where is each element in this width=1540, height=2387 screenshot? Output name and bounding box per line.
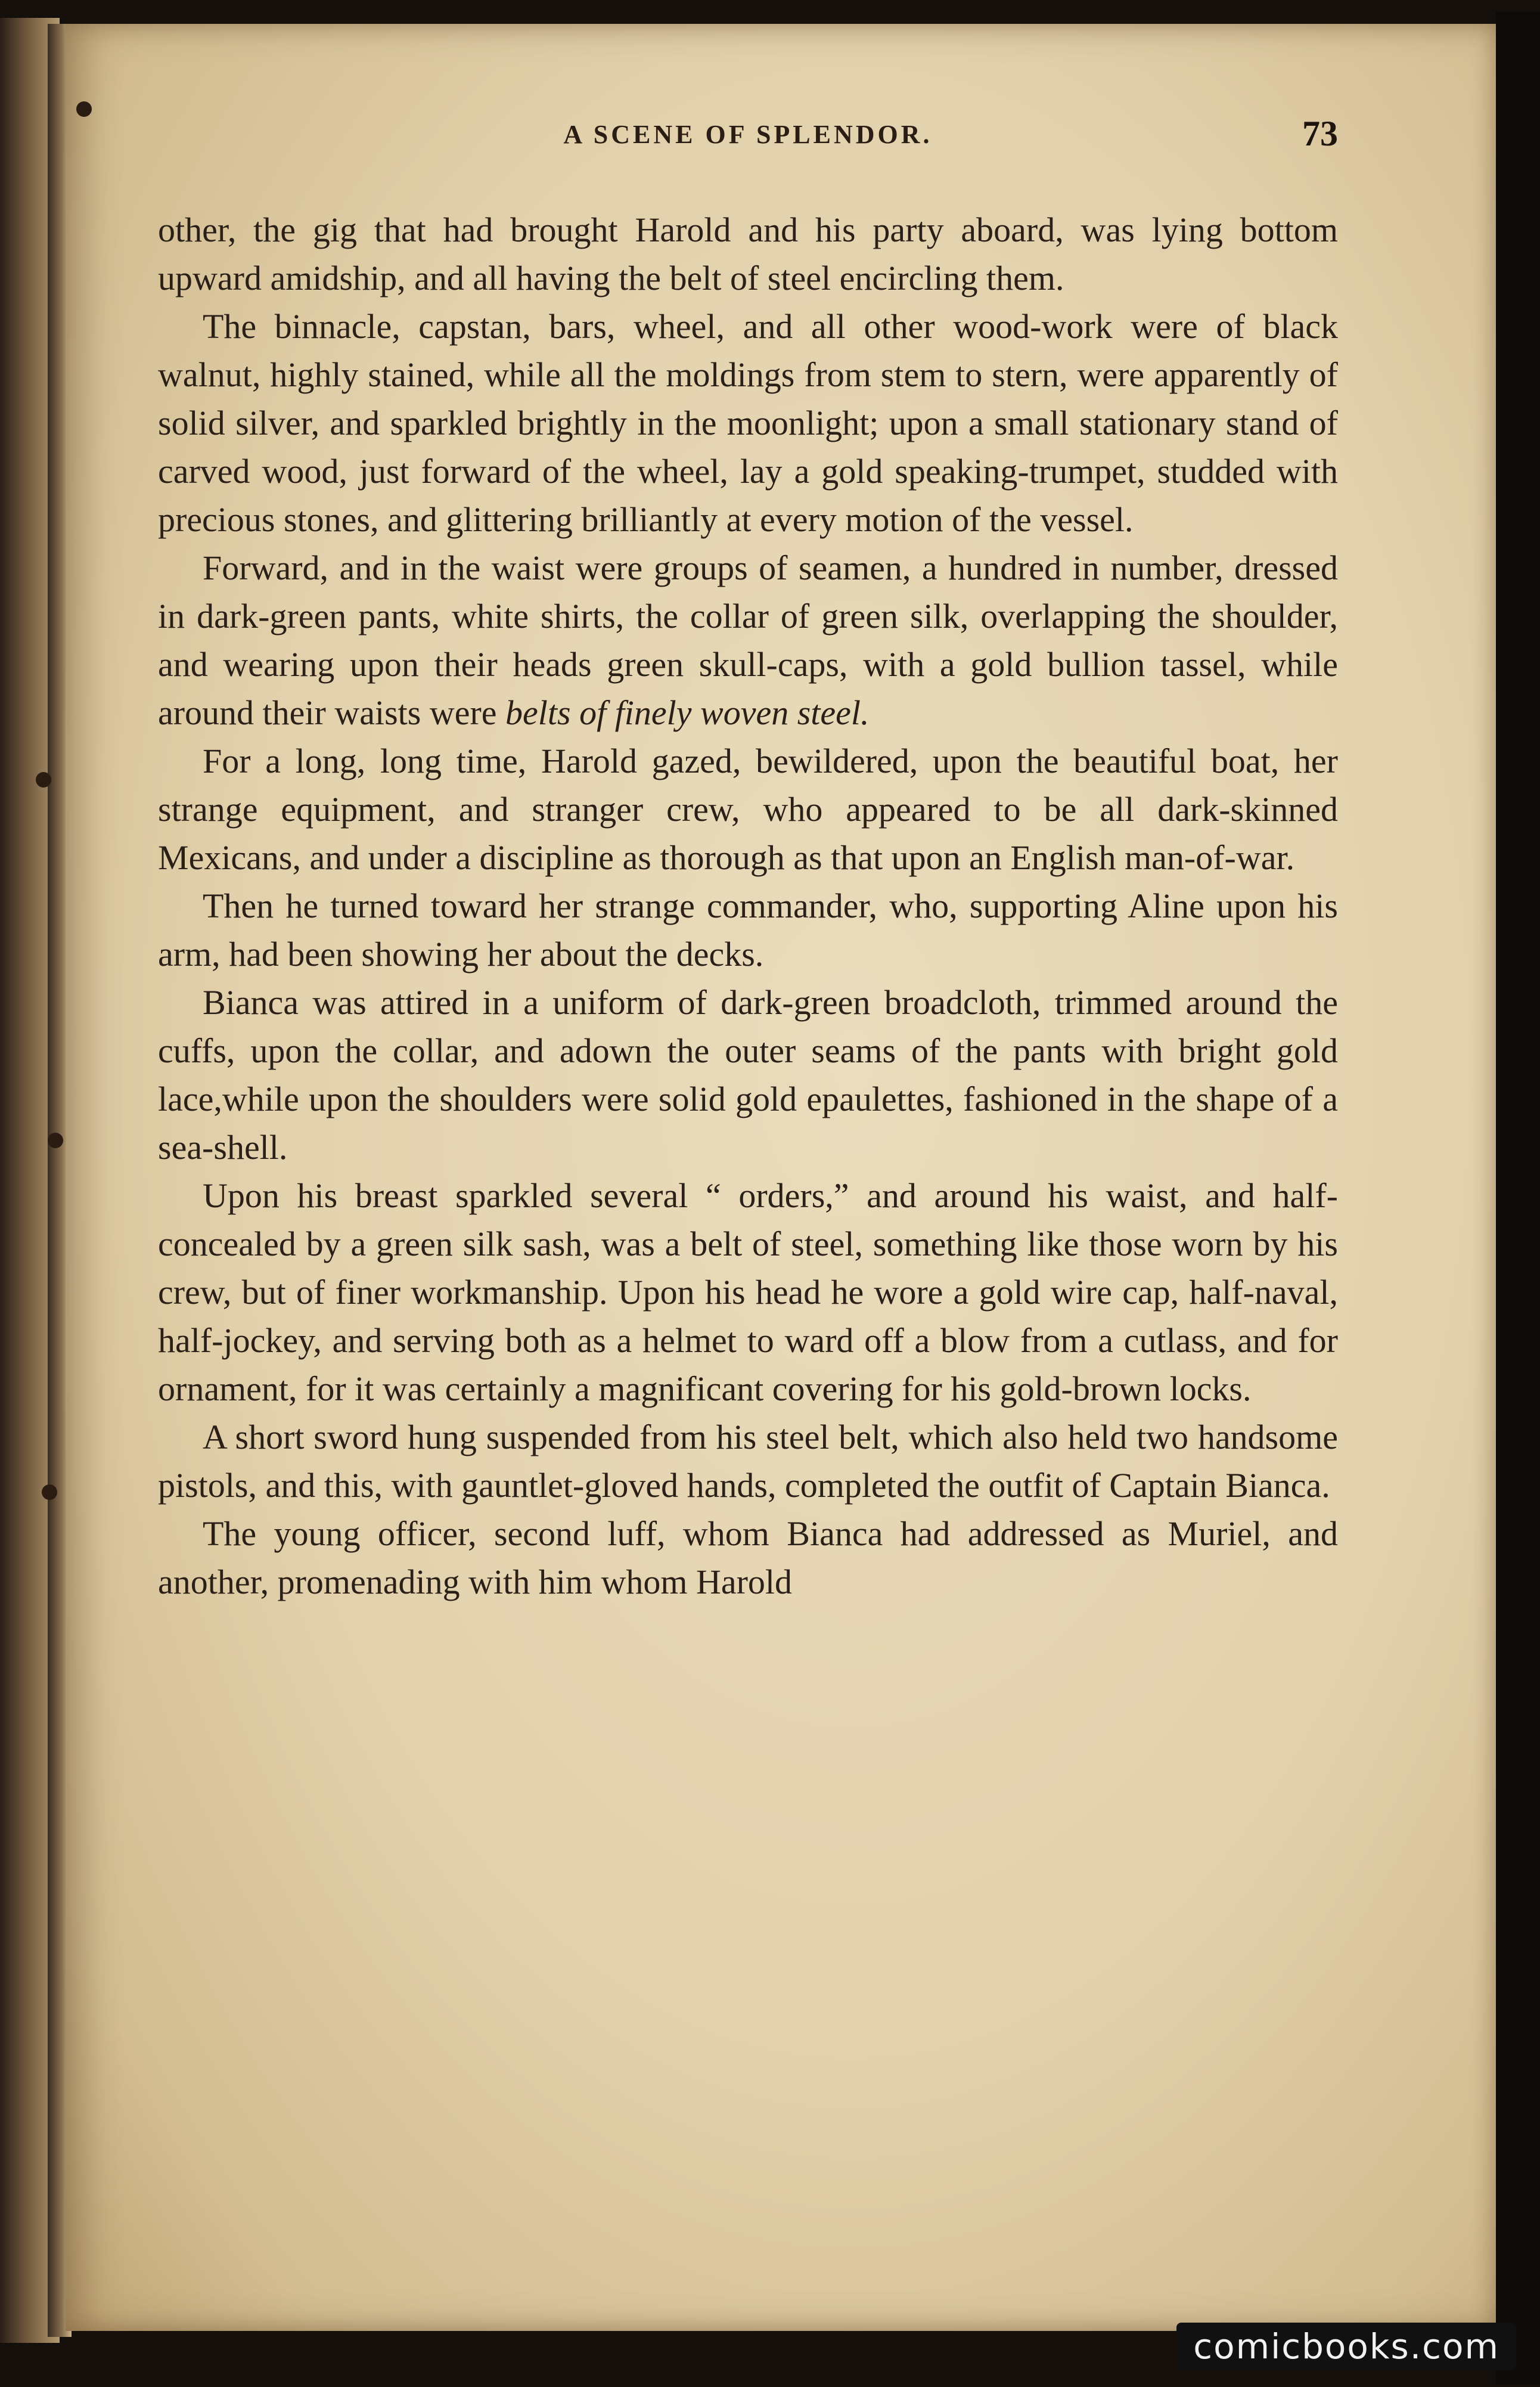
paragraph: Upon his breast sparkled several “ orders,” and around his waist, and half-concealed by a green silk sash, was a belt of steel, something like those worn by his crew, but of finer workmanship. Upon his head he wore a gold wire cap, half-naval, half-jockey, and serving both as a helmet to ward off a blow from a cutlass, and for ornament, for it was certainly a magnificant covering for his gold-brown locks. [158,1176,1338,1408]
scan-background [1496,12,1540,2385]
binding-hole [36,772,51,788]
paragraph: Then he turned toward her strange commander, who, supporting Aline upon his arm, had been showing her about the decks. [158,886,1338,974]
binding-hole [42,1484,57,1500]
site-watermark: comicbooks.com [1176,2323,1516,2370]
paragraph: The young officer, second luff, whom Bianca had addressed as Muriel, and another, promenading with him whom Harold [158,1514,1338,1601]
page-number: 73 [1302,114,1338,153]
italic-phrase: belts of finely woven steel. [505,693,870,732]
paragraph: For a long, long time, Harold gazed, bewildered, upon the beautiful boat, her strange equipment, and stranger crew, who appeared to be all dark-skinned Mexicans, and under a discipline as thorough as that upon an English man-of-war. [158,742,1338,877]
page-header [158,113,1338,167]
paragraph: Bianca was attired in a uniform of dark-green broadcloth, trimmed around the cuffs, upon the collar, and adown the outer seams of the pants with bright gold lace,while upon the shoulders were solid gold epaulettes, fashioned in the shape of a sea-shell. [158,983,1338,1167]
paragraph: A short sword hung suspended from his steel belt, which also held two handsome pistols, and this, with gauntlet-gloved hands, completed the outfit of Captain Bianca. [158,1418,1338,1505]
paragraph: The binnacle, capstan, bars, wheel, and all other wood-work were of black walnut, highly stained, while all the moldings from stem to stern, were apparently of solid silver, and sparkled brightly in the moonlight; upon a small stationary stand of carved wood, just forward of the wheel, lay a gold speaking-trumpet, studded with precious stones, and glittering brilliantly at every motion of the vessel. [158,307,1338,539]
paragraph: other, the gig that had brought Harold and his party aboard, was lying bottom upward amidship, and all having the belt of steel encircling them. [158,210,1338,297]
binding-hole [76,101,92,117]
paragraph: Forward, and in the waist were groups of seamen, a hundred in number, dressed in dark-green pants, white shirts, the collar of green silk, overlapping the shoulder, and wearing upon their heads green skull-caps, with a gold bullion tassel, while around their waists were belts of finely woven steel. [158,548,1338,732]
running-head: A SCENE OF SPLENDOR. [563,120,933,149]
binding-hole [48,1133,63,1148]
body-text [158,206,1338,1606]
